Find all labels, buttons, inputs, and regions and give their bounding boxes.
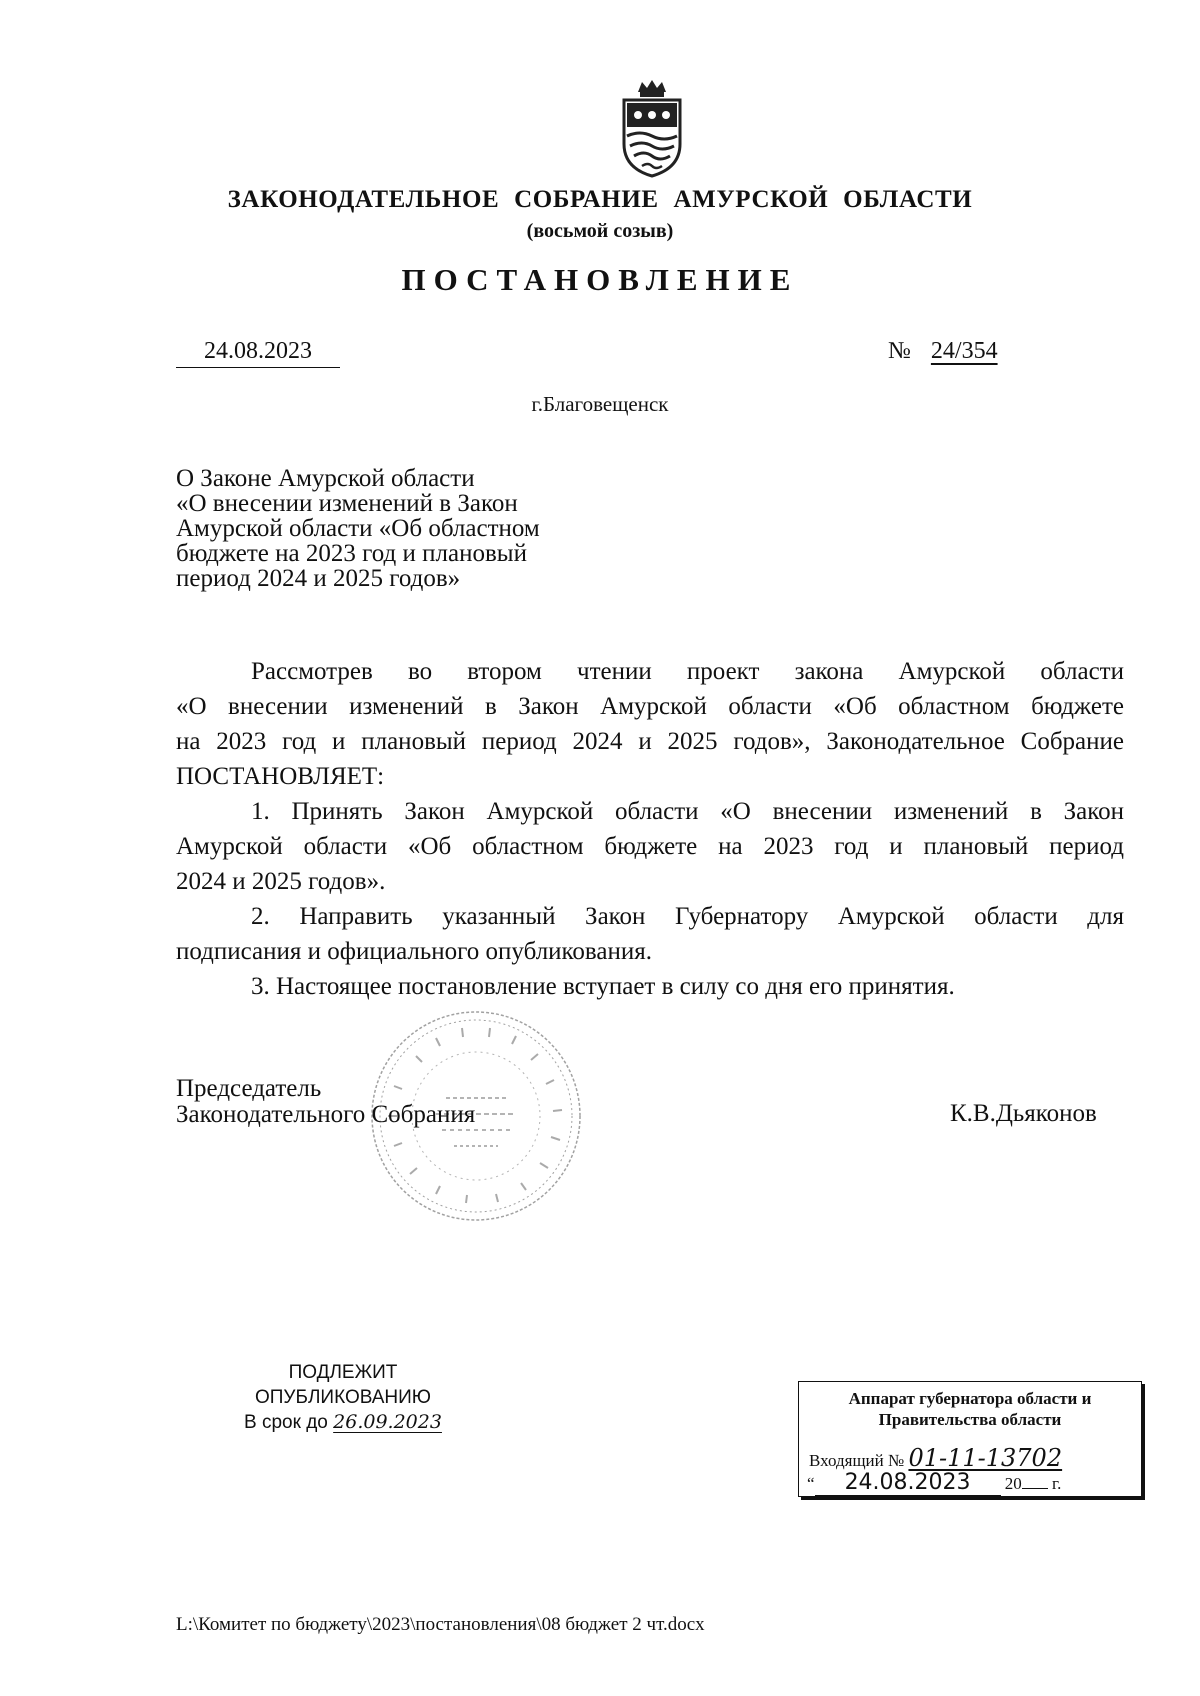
resolution-body xyxy=(176,654,1124,1004)
subject-line: Амурской области «Об областном xyxy=(176,515,540,542)
incoming-number-label: Входящий № xyxy=(809,1451,905,1470)
signatory-title xyxy=(176,1076,475,1128)
subject-line: «О внесении изменений в Закон xyxy=(176,490,518,517)
subject-block xyxy=(176,466,646,591)
incoming-date-value: 24.08.2023 xyxy=(815,1470,1001,1496)
quote-mark: “ xyxy=(807,1474,815,1493)
subject-line: бюджете на 2023 год и плановый xyxy=(176,540,527,567)
incoming-number-value: 01-11-13702 xyxy=(908,1444,1063,1472)
organization-title: ЗАКОНОДАТЕЛЬНОЕ СОБРАНИЕ АМУРСКОЙ ОБЛАСТИ xyxy=(227,186,973,213)
convocation-label: (восьмой созыв) xyxy=(526,220,674,242)
number-value: 24/354 xyxy=(930,338,998,364)
publish-note xyxy=(228,1360,458,1435)
file-path: L:\Комитет по бюджету\2023\постановления\08 бюджет 2 чт.docx xyxy=(176,1614,705,1635)
publish-note-line: ОПУБЛИКОВАНИЮ xyxy=(254,1387,432,1408)
registration-stamp-line: Правительства области xyxy=(878,1410,1062,1429)
subject-line: период 2024 и 2025 годов» xyxy=(176,565,461,592)
document-number xyxy=(888,338,998,365)
registration-stamp xyxy=(798,1381,1142,1497)
incoming-date-row xyxy=(807,1470,1061,1496)
publish-deadline-date: 26.09.2023 xyxy=(333,1411,442,1433)
signatory-name: К.В.Дьяконов xyxy=(950,1100,1097,1127)
publish-deadline xyxy=(228,1410,458,1435)
signatory-title-line: Законодательного Собрания xyxy=(176,1101,476,1128)
body-line: Рассмотрев во втором чтении проект закона Амурской области xyxy=(251,658,1124,685)
document-type-title: ПОСТАНОВЛЕНИЕ xyxy=(401,262,799,297)
registration-stamp-line: Аппарат губернатора области и xyxy=(848,1389,1092,1408)
item-line: подписания и официального опубликования. xyxy=(176,938,653,965)
year-suffix: г. xyxy=(1052,1474,1062,1493)
number-sign: № xyxy=(888,338,911,364)
item-line: 2024 и 2025 годов». xyxy=(176,868,386,895)
document-date: 24.08.2023 xyxy=(176,338,340,368)
incoming-number-row xyxy=(809,1444,1062,1472)
year-prefix: 20 xyxy=(1004,1474,1022,1493)
publish-note-line: ПОДЛЕЖИТ xyxy=(288,1362,398,1383)
body-line: на 2023 год и плановый период 2024 и 2025 годов», Законодательное Собрание xyxy=(176,728,1124,755)
year-blank xyxy=(1022,1488,1048,1489)
coat-of-arms-icon xyxy=(616,78,688,178)
item-line: Амурской области «Об областном бюджете на 2023 год и плановый период xyxy=(176,833,1124,860)
registration-stamp-header xyxy=(799,1388,1141,1430)
publish-deadline-label: В срок до xyxy=(244,1412,328,1433)
item-line: 2. Направить указанный Закон Губернатору Амурской области для xyxy=(251,903,1124,930)
body-line: «О внесении изменений в Закон Амурской области «Об областном бюджете xyxy=(176,693,1124,720)
item-line: 1. Принять Закон Амурской области «О внесении изменений в Закон xyxy=(251,798,1124,825)
city-label: г.Благовещенск xyxy=(531,392,669,416)
subject-line: О Законе Амурской области xyxy=(176,465,475,492)
body-line: ПОСТАНОВЛЯЕТ: xyxy=(176,763,385,790)
signatory-title-line: Председатель xyxy=(176,1075,322,1102)
item-line: 3. Настоящее постановление вступает в силу со дня его принятия. xyxy=(251,973,955,1000)
